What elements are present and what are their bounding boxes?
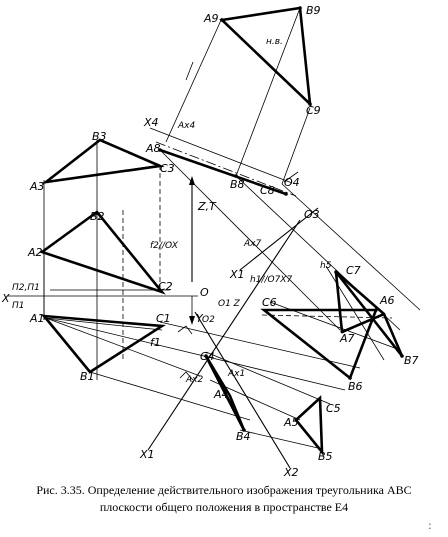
label-C6: C6 — [262, 296, 277, 309]
label-B2: B2 — [90, 210, 105, 223]
label-f1: f1 — [150, 336, 161, 349]
label-B7: B7 — [404, 354, 419, 367]
label-nv: н.в. — [266, 37, 283, 47]
label-Ax2: Ax2 — [186, 375, 204, 385]
label-C1: C1 — [156, 312, 171, 325]
label-X4: X4 — [144, 116, 159, 129]
label-O3: O3 — [304, 208, 320, 221]
figure-caption-line-1: Рис. 3.35. Определение действительного изображения треугольника ABC — [36, 483, 412, 497]
label-A7: A7 — [340, 332, 355, 345]
label-B1: B1 — [80, 370, 95, 383]
label-h1: h1//O7X7 — [250, 275, 293, 285]
stray-mark: : — [428, 519, 432, 532]
label-B9: B9 — [306, 4, 321, 17]
triangle-3 — [46, 140, 160, 182]
label-O: O — [200, 286, 209, 299]
triangle-2 — [42, 212, 162, 292]
label-A3: A3 — [30, 180, 45, 193]
triangle-9 — [222, 8, 310, 104]
label-Ax7: Ax7 — [244, 239, 262, 249]
label-C7: C7 — [346, 264, 361, 277]
label-A2: A2 — [28, 246, 43, 259]
label-C8: C8 — [260, 184, 275, 197]
figure-caption-line-2: плоскости общего положения в пространстве E4 — [99, 500, 349, 514]
label-A4: A4 — [214, 388, 229, 401]
label-O4: O4 — [284, 176, 300, 189]
label-Ax4: Ax4 — [178, 121, 196, 131]
label-Ax1: Ax1 — [228, 369, 246, 379]
triangle-1 — [44, 316, 162, 372]
label-A6: A6 — [380, 294, 395, 307]
label-B4: B4 — [236, 430, 251, 443]
label-B6: B6 — [348, 380, 363, 393]
label-P1: П1 — [12, 301, 25, 311]
label-O1Z: O1 Z — [218, 299, 240, 309]
label-P2P1: П2,П1 — [12, 283, 40, 293]
label-A5: A5 — [284, 416, 299, 429]
label-f2ox: f2//OX — [150, 241, 178, 251]
label-C3: C3 — [160, 162, 175, 175]
label-h5: h5 — [320, 261, 332, 271]
label-X: X — [2, 292, 10, 305]
label-B5: B5 — [318, 450, 333, 463]
label-Y: Y — [196, 312, 203, 325]
points — [158, 6, 404, 432]
label-B8: B8 — [230, 178, 245, 191]
label-C9: C9 — [306, 104, 321, 117]
label-ZT: Z,T — [198, 200, 216, 213]
label-A9: A9 — [204, 12, 219, 25]
label-X2: X2 — [284, 466, 299, 479]
label-A1: A1 — [30, 312, 45, 325]
label-X1: X1 — [230, 268, 245, 281]
label-C5: C5 — [326, 402, 341, 415]
label-O2: O2 — [202, 315, 215, 325]
label-A8: A8 — [146, 142, 161, 155]
label-C4: C4 — [200, 350, 215, 363]
label-B3: B3 — [92, 130, 107, 143]
label-X1-bottom: X1 — [140, 448, 155, 461]
label-C2: C2 — [158, 280, 173, 293]
